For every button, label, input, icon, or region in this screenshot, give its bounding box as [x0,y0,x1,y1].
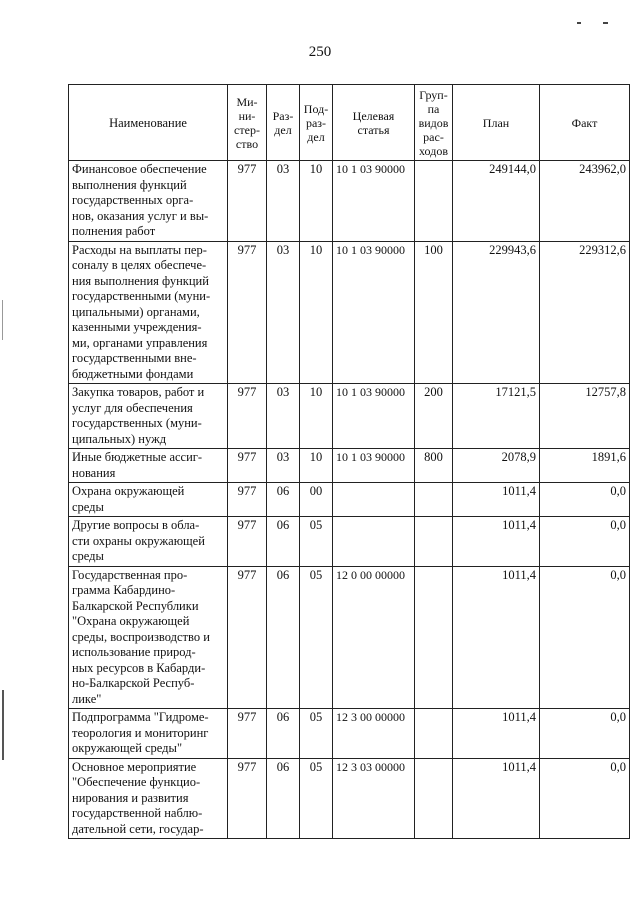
header-name: Наименование [69,85,228,161]
cell-plan: 249144,0 [453,161,540,242]
cell-plan: 1011,4 [453,566,540,709]
cell-plan: 1011,4 [453,483,540,517]
cell-expense-group [415,566,453,709]
table-row [69,449,630,483]
table-row [69,517,630,567]
table-row [69,241,630,384]
page-number: 250 [308,44,332,60]
cell-section: 06 [267,566,300,709]
cell-fact: 0,0 [540,758,630,839]
cell-subsection: 10 [300,161,333,242]
cell-ministry: 977 [228,161,267,242]
cell-plan: 2078,9 [453,449,540,483]
cell-section: 03 [267,241,300,384]
cell-expense-group [415,517,453,567]
cell-target: 12 3 00 00000 [333,709,415,759]
cell-section: 06 [267,483,300,517]
header-target: Целевая статья [333,85,415,161]
header-plan: План [453,85,540,161]
cell-section: 03 [267,449,300,483]
cell-expense-group [415,758,453,839]
cell-ministry: 977 [228,517,267,567]
cell-ministry: 977 [228,241,267,384]
cell-section: 06 [267,758,300,839]
cell-expense-group: 200 [415,384,453,449]
scan-mark [2,300,3,340]
cell-name: Расходы на выплаты пер- соналу в целях обеспече- ния выполнения функций государственными (муни- ципальными) органами, казенными учреждения- ми, органами управления государственными вне- бюджетными фондами [69,241,228,384]
cell-name: Закупка товаров, работ и услуг для обеспечения государственных (муни- ципальных) нужд [69,384,228,449]
table-header-row [69,85,630,161]
cell-subsection: 05 [300,758,333,839]
cell-subsection: 10 [300,241,333,384]
cell-fact: 0,0 [540,566,630,709]
table-row [69,709,630,759]
table-row [69,384,630,449]
budget-table [68,84,630,839]
cell-fact: 243962,0 [540,161,630,242]
cell-plan: 1011,4 [453,758,540,839]
table-row [69,483,630,517]
cell-subsection: 00 [300,483,333,517]
cell-target: 10 1 03 90000 [333,449,415,483]
cell-name: Государственная про- грамма Кабардино- Балкарской Республики "Охрана окружающей среды, воспроизводство и использование природ- ных ресурсов в Кабарди- но-Балкарской Респуб- лике" [69,566,228,709]
cell-target: 10 1 03 90000 [333,161,415,242]
cell-subsection: 10 [300,384,333,449]
table-row [69,758,630,839]
cell-fact: 229312,6 [540,241,630,384]
cell-ministry: 977 [228,758,267,839]
cell-section: 06 [267,517,300,567]
cell-target: 10 1 03 90000 [333,241,415,384]
cell-section: 03 [267,384,300,449]
cell-plan: 229943,6 [453,241,540,384]
cell-plan: 1011,4 [453,517,540,567]
header-fact: Факт [540,85,630,161]
cell-name: Другие вопросы в обла- сти охраны окружающей среды [69,517,228,567]
cell-subsection: 05 [300,566,333,709]
cell-name: Охрана окружающей среды [69,483,228,517]
scan-mark [603,22,608,24]
header-subsection: Под- раз- дел [300,85,333,161]
cell-name: Финансовое обеспечение выполнения функций государственных орга- нов, оказания услуг и вы- полнения работ [69,161,228,242]
cell-expense-group [415,483,453,517]
cell-fact: 0,0 [540,517,630,567]
cell-target: 12 3 03 00000 [333,758,415,839]
cell-name: Основное мероприятие "Обеспечение функцио- нирования и развития государственной наблю- дательной сети, государ- [69,758,228,839]
scan-mark [577,22,581,24]
cell-fact: 0,0 [540,483,630,517]
cell-target [333,483,415,517]
cell-subsection: 10 [300,449,333,483]
scan-mark [2,690,4,760]
cell-expense-group [415,161,453,242]
table-row [69,161,630,242]
cell-ministry: 977 [228,483,267,517]
table-row [69,566,630,709]
header-ministry: Ми- ни- стер- ство [228,85,267,161]
cell-plan: 17121,5 [453,384,540,449]
cell-section: 03 [267,161,300,242]
cell-ministry: 977 [228,566,267,709]
cell-target: 10 1 03 90000 [333,384,415,449]
cell-expense-group: 100 [415,241,453,384]
cell-fact: 1891,6 [540,449,630,483]
header-expense-group: Груп- па видов рас- ходов [415,85,453,161]
cell-name: Подпрограмма "Гидроме- теорология и мониторинг окружающей среды" [69,709,228,759]
cell-fact: 0,0 [540,709,630,759]
cell-fact: 12757,8 [540,384,630,449]
cell-ministry: 977 [228,449,267,483]
cell-ministry: 977 [228,709,267,759]
header-section: Раз- дел [267,85,300,161]
cell-ministry: 977 [228,384,267,449]
cell-section: 06 [267,709,300,759]
cell-subsection: 05 [300,517,333,567]
cell-expense-group: 800 [415,449,453,483]
cell-expense-group [415,709,453,759]
cell-subsection: 05 [300,709,333,759]
cell-plan: 1011,4 [453,709,540,759]
cell-target: 12 0 00 00000 [333,566,415,709]
cell-target [333,517,415,567]
cell-name: Иные бюджетные ассиг- нования [69,449,228,483]
